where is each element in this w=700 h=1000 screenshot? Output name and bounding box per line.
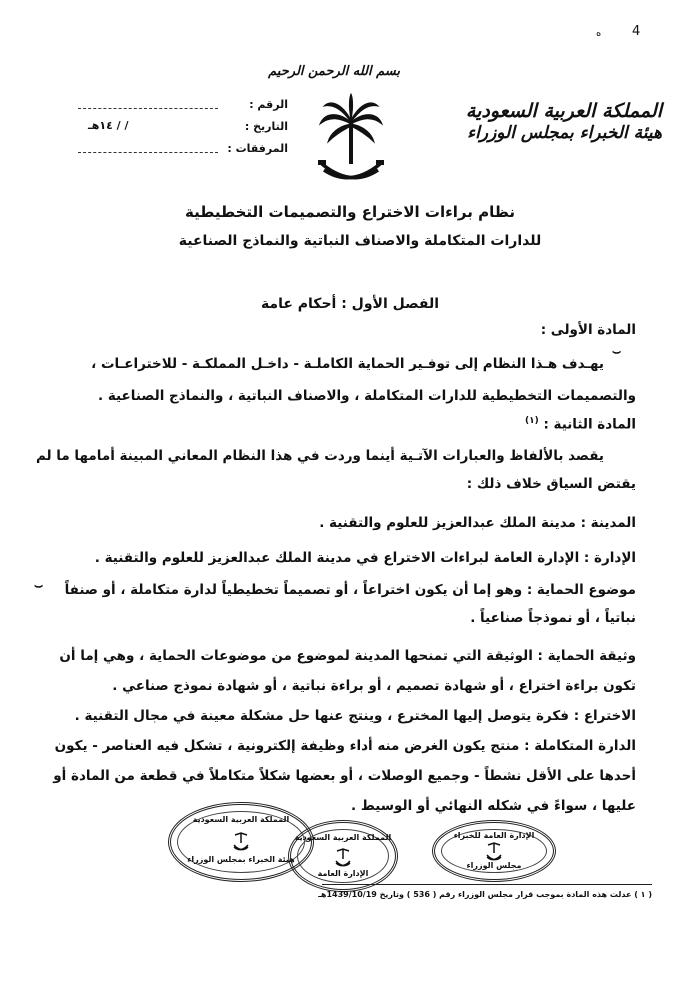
document-title-line2: للدارات المتكاملة والاصناف النباتية والنماذج الصناعية <box>178 233 542 249</box>
date-label: التاريخ : <box>244 120 288 133</box>
definition-administration: الإدارة : الإدارة العامة لبراءات الاختراع في مدينة الملك عبدالعزيز للعلوم والتقنية . <box>94 550 636 566</box>
corner-mark: ه <box>596 28 602 39</box>
seal-text-bottom: الإدارة العامة <box>317 869 369 878</box>
definition-document-line2: تكون براءة اختراع ، أو شهادة تصميم ، أو براءة نباتية ، أو شهادة نموذج صناعي . <box>112 678 636 694</box>
seal-text-top: المملكة العربية السعودية <box>294 833 392 842</box>
basmala: بسم الله الرحمن الرحيم <box>268 64 400 79</box>
footnote-text: ( ١ ) عدلت هذه المادة بموجب قرار مجلس الوزراء رقم ( 536 ) وتاريخ 1439/10/19هـ <box>318 890 652 899</box>
definition-circuit-line3: عليها ، سواءً في شكله النهائي أو الوسيط . <box>350 798 636 814</box>
attachments-label: المرفقات : <box>227 142 288 155</box>
seal-emblem-icon <box>333 845 353 869</box>
article1-paragraph-line2: والتصميمات التخطيطية للدارات المتكاملة ، والاصناف النباتية ، والنماذج الصناعية . <box>98 388 636 404</box>
reference-block <box>78 96 288 162</box>
article2-paragraph-line2: يقتض السياق خلاف ذلك : <box>466 476 636 492</box>
seal-text-top: المملكة العربية السعودية <box>192 815 290 824</box>
number-line <box>78 108 218 109</box>
margin-mark-2: ⌣ <box>34 578 44 594</box>
definition-subject-line2: نباتياً ، أو نموذجاً صناعياً . <box>470 610 636 626</box>
chapter-heading: الفصل الأول : أحكام عامة <box>260 296 440 312</box>
definition-subject-line1: موضوع الحماية : وهو إما أن يكون اختراعاً ، أو تصميماً تخطيطياً لدارة متكاملة ، أو صنفاً <box>64 582 636 598</box>
article2-heading-text: المادة الثانية : <box>543 416 636 433</box>
date-value: ١٤هـ / / <box>88 119 129 132</box>
kingdom-name: المملكة العربية السعودية <box>465 100 662 122</box>
seal-text-bottom: هيئة الخبراء بمجلس الوزراء <box>187 855 295 864</box>
page-corner-number: 4 <box>632 24 641 39</box>
definition-invention: الاختراع : فكرة يتوصل إليها المخترع ، وينتج عنها حل مشكلة معينة في مجال التقنية . <box>74 708 636 724</box>
definition-circuit-line2: أحدها على الأقل نشطاً - وجميع الوصلات ، أو بعضها شكلاً متكاملاً في قطعة من المادة أو <box>53 768 636 784</box>
number-row <box>78 96 288 118</box>
article1-heading: المادة الأولى : <box>540 322 636 338</box>
article2-heading <box>525 416 636 433</box>
authority-name: هيئة الخبراء بمجلس الوزراء <box>467 123 662 143</box>
article1-paragraph-line1: يهـدف هـذا النظام إلى توفـير الحماية الكاملـة - داخـل المملكـة - للاختراعـات ، <box>91 356 604 372</box>
article2-paragraph-line1: يقصد بالألفاظ والعبارات الآتـية أينما وردت في هذا النظام المعاني المبينة أمامها ما لم <box>35 448 604 464</box>
definition-circuit-line1: الدارة المتكاملة : منتج يكون الغرض منه أداء وظيفة إلكترونية ، تشكل فيه العناصر - يكون <box>54 738 636 754</box>
attachments-line <box>78 152 218 153</box>
definition-city: المدينة : مدينة الملك عبدالعزيز للعلوم والتقنية . <box>319 515 636 531</box>
document-title-line1: نظام براءات الاختراع والتصميمات التخطيطية <box>185 203 515 221</box>
date-row <box>78 118 288 140</box>
official-seal-middle <box>288 820 398 892</box>
number-label: الرقم : <box>249 98 288 111</box>
seal-text-bottom: مجلس الوزراء <box>466 861 522 870</box>
official-seal-right <box>432 820 556 882</box>
seal-text-top: الإدارة العامة للخبراء <box>453 831 535 840</box>
attachments-row <box>78 140 288 162</box>
seal-emblem-icon <box>231 829 251 853</box>
seal-emblem-icon <box>484 839 504 863</box>
kingdom-header <box>422 100 662 144</box>
margin-mark-1: ⌣ <box>612 344 622 360</box>
footnote-reference: (١) <box>524 416 539 426</box>
definition-document-line1: وثيقة الحماية : الوثيقة التي تمنحها المدينة لموضوع من موضوعات الحماية ، وهي إما أن <box>59 648 636 664</box>
footnote-separator <box>322 884 652 885</box>
palm-swords-emblem-icon <box>316 92 386 192</box>
